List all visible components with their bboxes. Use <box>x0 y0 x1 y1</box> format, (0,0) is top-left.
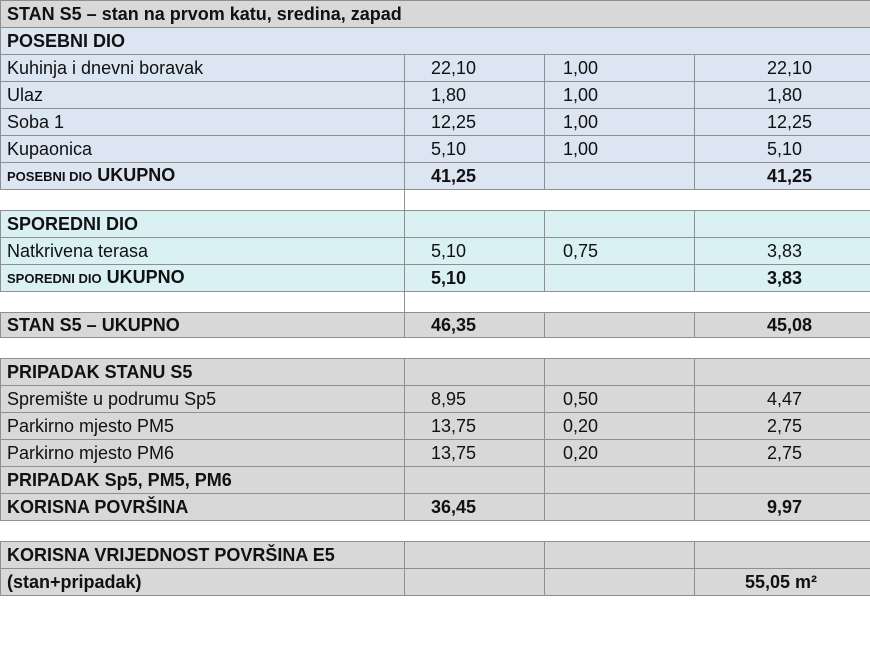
section-total-label: PRIPADAK Sp5, PM5, PM6 <box>1 467 405 494</box>
spacer-cell <box>1 338 405 359</box>
coefficient-value: 1,00 <box>545 82 695 109</box>
section-header-posebni <box>1 28 870 55</box>
final-value-row-2 <box>1 569 870 596</box>
room-name: Soba 1 <box>1 109 405 136</box>
weighted-value: 12,25 <box>695 109 870 136</box>
room-name: Spremište u podrumu Sp5 <box>1 386 405 413</box>
section-total-label-big: UKUPNO <box>97 165 176 185</box>
final-label-sub: (stan+pripadak) <box>1 569 405 596</box>
apartment-total-area: 46,35 <box>405 313 545 338</box>
empty-cell <box>545 163 695 190</box>
empty-cell <box>695 542 870 569</box>
area-value: 8,95 <box>405 386 545 413</box>
coefficient-value: 0,20 <box>545 413 695 440</box>
area-value: 5,10 <box>405 238 545 265</box>
total-area-value: 41,25 <box>405 163 545 190</box>
empty-cell <box>695 467 870 494</box>
area-value: 12,25 <box>405 109 545 136</box>
table-title-row <box>1 1 870 28</box>
weighted-value: 2,75 <box>695 413 870 440</box>
section-total-label <box>1 163 405 190</box>
total-area-value: 5,10 <box>405 265 545 292</box>
room-name: Parkirno mjesto PM6 <box>1 440 405 467</box>
section-total-label-small: SPOREDNI DIO <box>7 271 102 286</box>
spacer-cell <box>1 521 405 542</box>
table-row <box>1 55 870 82</box>
total-weighted-value: 41,25 <box>695 163 870 190</box>
spacer-cell <box>695 521 870 542</box>
area-value: 13,75 <box>405 440 545 467</box>
coefficient-value: 0,50 <box>545 386 695 413</box>
table-row <box>1 136 870 163</box>
section-title: PRIPADAK STANU S5 <box>1 359 405 386</box>
table-row <box>1 413 870 440</box>
area-value: 22,10 <box>405 55 545 82</box>
spacer-cell <box>545 292 695 313</box>
empty-cell <box>545 359 695 386</box>
weighted-value: 5,10 <box>695 136 870 163</box>
spacer-cell <box>545 190 695 211</box>
empty-cell <box>405 569 545 596</box>
coefficient-value: 0,20 <box>545 440 695 467</box>
total-weighted-value: 3,83 <box>695 265 870 292</box>
spacer-cell <box>405 521 545 542</box>
weighted-value: 4,47 <box>695 386 870 413</box>
area-value: 1,80 <box>405 82 545 109</box>
table-row <box>1 82 870 109</box>
empty-cell <box>405 359 545 386</box>
final-label: KORISNA VRIJEDNOST POVRŠINA E5 <box>1 542 405 569</box>
empty-cell <box>695 359 870 386</box>
section-total-label: KORISNA POVRŠINA <box>1 494 405 521</box>
section-total-pripadak-1 <box>1 467 870 494</box>
spacer-row <box>1 190 870 211</box>
weighted-value: 3,83 <box>695 238 870 265</box>
empty-cell <box>545 569 695 596</box>
weighted-value: 1,80 <box>695 82 870 109</box>
apartment-total-row <box>1 313 870 338</box>
spacer-cell <box>405 190 545 211</box>
section-total-sporedni <box>1 265 870 292</box>
total-weighted-value: 9,97 <box>695 494 870 521</box>
empty-cell <box>545 211 695 238</box>
spacer-cell <box>695 338 870 359</box>
empty-cell <box>545 494 695 521</box>
section-header-pripadak <box>1 359 870 386</box>
table-row <box>1 238 870 265</box>
spacer-cell <box>695 190 870 211</box>
table-row <box>1 386 870 413</box>
final-value-row-1 <box>1 542 870 569</box>
empty-cell <box>405 467 545 494</box>
total-area-value: 36,45 <box>405 494 545 521</box>
table-row <box>1 109 870 136</box>
section-title: SPOREDNI DIO <box>1 211 405 238</box>
coefficient-value: 1,00 <box>545 136 695 163</box>
weighted-value: 22,10 <box>695 55 870 82</box>
spacer-cell <box>1 190 405 211</box>
room-name: Parkirno mjesto PM5 <box>1 413 405 440</box>
section-total-label-small: POSEBNI DIO <box>7 169 93 184</box>
empty-cell <box>405 542 545 569</box>
room-name: Kupaonica <box>1 136 405 163</box>
spacer-cell <box>545 521 695 542</box>
final-value: 55,05 m² <box>695 569 870 596</box>
spacer-cell <box>1 292 405 313</box>
empty-cell <box>545 542 695 569</box>
area-value: 13,75 <box>405 413 545 440</box>
coefficient-value: 1,00 <box>545 109 695 136</box>
table-title: STAN S5 – stan na prvom katu, sredina, zapad <box>1 1 870 28</box>
empty-cell <box>405 211 545 238</box>
table-row <box>1 440 870 467</box>
weighted-value: 2,75 <box>695 440 870 467</box>
empty-cell <box>545 467 695 494</box>
empty-cell <box>545 265 695 292</box>
empty-cell <box>545 313 695 338</box>
room-name: Natkrivena terasa <box>1 238 405 265</box>
spacer-row <box>1 521 870 542</box>
spacer-cell <box>695 292 870 313</box>
apartment-total-weighted: 45,08 <box>695 313 870 338</box>
section-total-label-big: UKUPNO <box>106 267 185 287</box>
section-title: POSEBNI DIO <box>1 28 870 55</box>
room-name: Kuhinja i dnevni boravak <box>1 55 405 82</box>
section-header-sporedni <box>1 211 870 238</box>
room-name: Ulaz <box>1 82 405 109</box>
section-total-pripadak-2 <box>1 494 870 521</box>
spacer-row <box>1 292 870 313</box>
section-total-label <box>1 265 405 292</box>
spacer-row <box>1 338 870 359</box>
spacer-cell <box>405 338 545 359</box>
apartment-total-label: STAN S5 – UKUPNO <box>1 313 405 338</box>
coefficient-value: 0,75 <box>545 238 695 265</box>
coefficient-value: 1,00 <box>545 55 695 82</box>
area-value: 5,10 <box>405 136 545 163</box>
spacer-cell <box>545 338 695 359</box>
section-total-posebni <box>1 163 870 190</box>
empty-cell <box>695 211 870 238</box>
spacer-cell <box>405 292 545 313</box>
